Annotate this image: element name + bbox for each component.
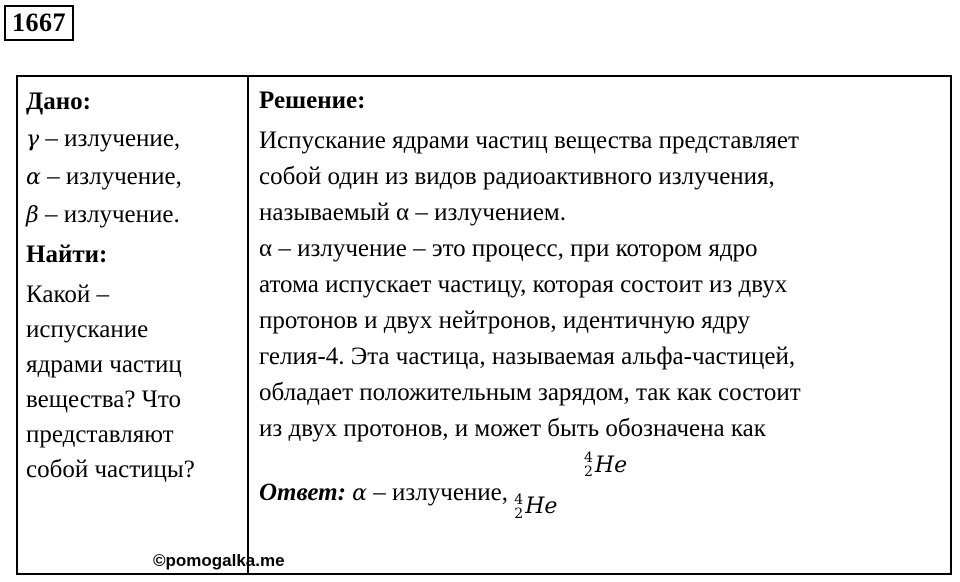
solution-column [259, 83, 944, 447]
mass-number: 4 [584, 450, 593, 466]
question-line: ядрами частиц [26, 351, 182, 378]
solution-line: протонов и двух нейтронов, идентичную ядру [259, 307, 751, 334]
given-heading: Дано: [26, 88, 91, 115]
solution-body [259, 123, 944, 447]
find-heading: Найти: [26, 241, 108, 268]
solution-line: собой один из видов радиоактивного излучения, [259, 163, 775, 190]
task-number: 1667 [4, 5, 74, 41]
solution-line: обладает положительным зарядом, так как состоит [259, 379, 801, 406]
column-divider [247, 77, 249, 573]
solution-line: называемый α – излучением. [259, 199, 566, 226]
charge-number: 2 [514, 506, 524, 522]
question-line: Какой – [26, 281, 109, 308]
watermark: ©pomogalka.me [153, 551, 285, 570]
helium-formula [584, 443, 627, 479]
answer-text: – излучение, [367, 479, 515, 506]
solution-line: из двух протонов, и может быть обозначена как [259, 415, 766, 442]
beta-symbol: β [26, 203, 39, 228]
mass-number: 4 [514, 492, 524, 508]
solution-line: Испускание ядрами частиц вещества представляет [259, 127, 799, 154]
element-symbol: He [525, 494, 558, 519]
given-item-alpha [26, 158, 241, 196]
gamma-symbol: γ [26, 127, 40, 152]
element-symbol: He [594, 452, 628, 478]
answer-formula [514, 489, 557, 525]
given-solution-table [16, 75, 952, 575]
answer-label: Ответ: [259, 479, 346, 506]
question-text [26, 277, 241, 487]
question-line: вещества? Что [26, 386, 182, 413]
question-line: собой частицы? [26, 456, 195, 483]
given-item-text: – излучение. [38, 201, 180, 228]
given-column [26, 83, 241, 487]
given-item-text: – излучение, [39, 125, 181, 152]
solution-line: гелия-4. Эта частица, называемая альфа-частицей, [259, 343, 796, 370]
given-item-text: – излучение, [40, 163, 182, 190]
solution-line: атома испускает частицу, которая состоит из двух [259, 271, 788, 298]
question-line: представляют [26, 421, 174, 448]
alpha-symbol: α [26, 165, 41, 190]
solution-line: α – излучение – это процесс, при котором ядро [259, 235, 758, 262]
given-item-gamma [26, 120, 241, 158]
answer-line [259, 475, 557, 525]
given-item-beta [26, 196, 241, 234]
solution-heading: Решение: [259, 87, 366, 114]
alpha-symbol: α [352, 481, 368, 506]
question-line: испускание [26, 316, 149, 343]
charge-number: 2 [584, 464, 593, 480]
